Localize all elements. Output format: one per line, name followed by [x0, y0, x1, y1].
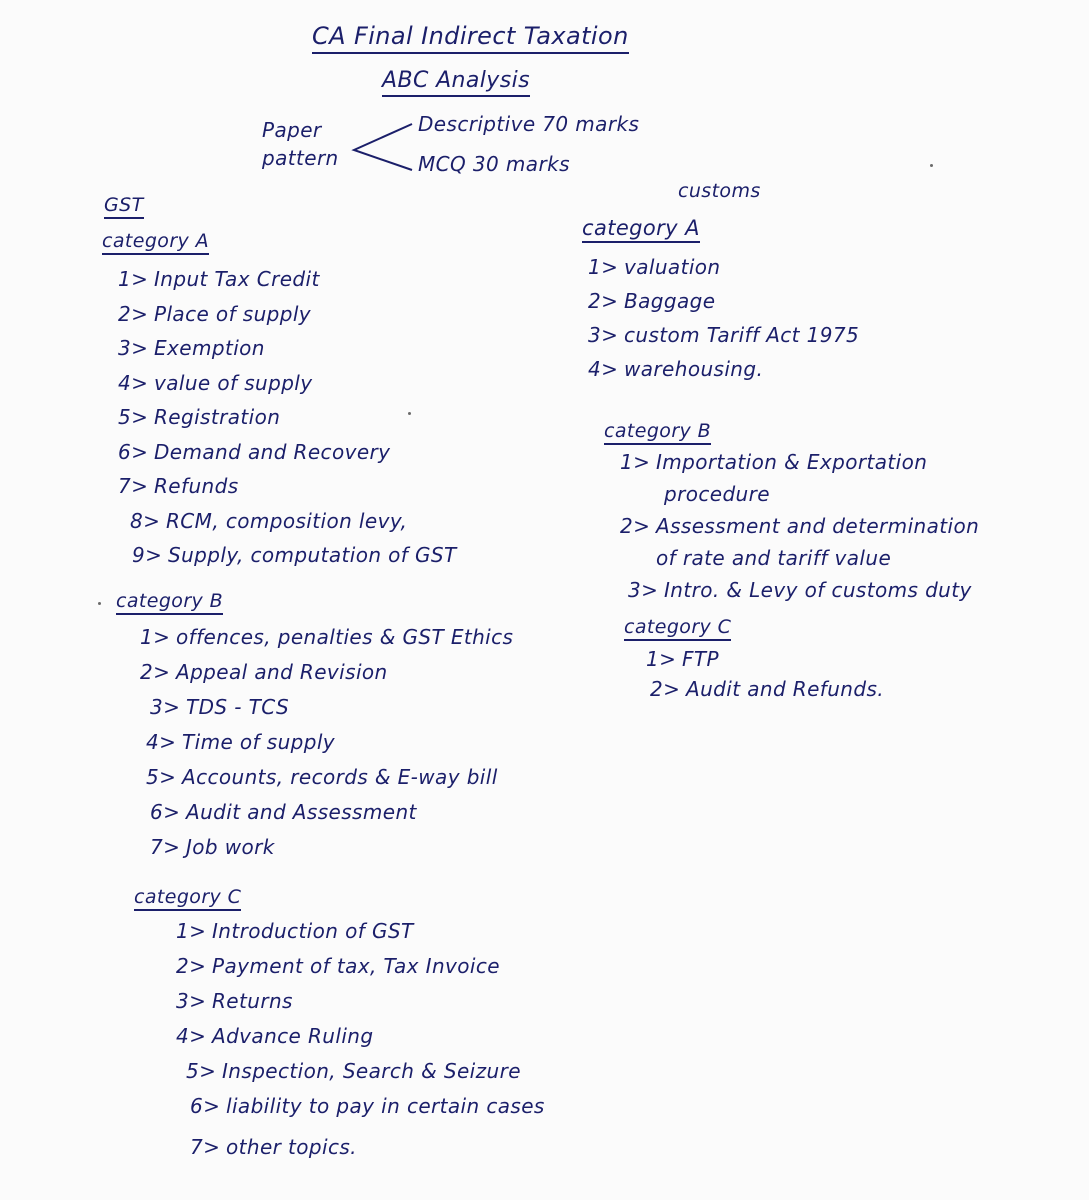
paper-speck — [930, 164, 933, 167]
item-number: 2> — [620, 514, 651, 538]
item-text: FTP — [682, 647, 719, 671]
item-text: Inspection, Search & Seizure — [222, 1059, 521, 1083]
customs-category-b-heading: category B — [604, 420, 711, 445]
item-number: 6> — [118, 439, 149, 464]
item-text: warehousing. — [624, 357, 764, 381]
item-text: Audit and Refunds. — [686, 677, 885, 701]
item-text: Input Tax Credit — [154, 267, 320, 291]
list-item — [176, 1130, 545, 1165]
paper-pattern-label — [262, 116, 339, 172]
item-number: 6> — [150, 800, 181, 824]
item-text: Introduction of GST — [212, 919, 414, 943]
item-text: liability to pay in certain cases — [226, 1094, 545, 1118]
item-text: Job work — [186, 835, 275, 859]
item-number: 5> — [146, 765, 177, 789]
item-text: Importation & Exportation — [656, 450, 928, 474]
item-text: Intro. & Levy of customs duty — [664, 578, 972, 602]
item-number: 3> — [628, 578, 659, 602]
item-text-continued: procedure — [664, 482, 770, 506]
item-number: 3> — [588, 323, 619, 347]
customs-heading: customs — [678, 180, 761, 202]
paper-speck — [98, 602, 101, 605]
item-number: 1> — [176, 919, 207, 943]
item-number: 7> — [118, 474, 149, 498]
gst-category-a-heading: category A — [102, 230, 209, 255]
item-number: 3> — [150, 695, 181, 719]
list-item — [588, 284, 859, 318]
customs-category-c-heading: category C — [624, 616, 731, 641]
list-item — [140, 655, 513, 690]
item-number: 4> — [146, 730, 177, 754]
item-number: 3> — [176, 989, 207, 1013]
customs-category-b-list — [620, 446, 979, 606]
list-item — [118, 504, 457, 539]
item-number: 7> — [150, 835, 181, 859]
item-number: 9> — [132, 543, 163, 567]
item-text: Audit and Assessment — [186, 800, 417, 824]
item-number: 1> — [118, 267, 149, 291]
item-text: Payment of tax, Tax Invoice — [212, 954, 500, 978]
item-text: Refunds — [154, 474, 239, 498]
item-text: Exemption — [154, 336, 265, 360]
gst-category-b-heading: category B — [116, 590, 223, 615]
list-item — [118, 538, 457, 573]
list-item — [620, 574, 979, 606]
item-number: 2> — [650, 677, 681, 701]
list-item — [620, 446, 979, 510]
item-text: custom Tariff Act 1975 — [624, 323, 860, 347]
item-number: 1> — [140, 625, 171, 649]
list-item — [588, 352, 859, 386]
paper-speck — [408, 412, 411, 415]
item-text: Place of supply — [154, 301, 312, 326]
item-text: Registration — [154, 405, 281, 429]
item-text: Baggage — [624, 289, 716, 313]
item-number: 5> — [118, 405, 149, 429]
customs-category-c-list — [646, 644, 884, 704]
gst-category-a-list — [118, 262, 457, 573]
list-item — [118, 297, 457, 332]
item-number: 2> — [118, 301, 149, 326]
item-text: offences, penalties & GST Ethics — [176, 625, 514, 649]
item-number: 4> — [588, 357, 619, 381]
list-item — [140, 760, 513, 795]
paper-pattern-label-line2: pattern — [262, 146, 339, 170]
paper-pattern-descriptive: Descriptive 70 marks — [418, 112, 640, 136]
item-text-continued: of rate and tariff value — [656, 546, 892, 570]
paper-pattern-mcq: MCQ 30 marks — [418, 152, 570, 176]
item-number: 2> — [588, 289, 619, 313]
item-number: 4> — [176, 1024, 207, 1048]
customs-category-a-list — [588, 250, 859, 386]
item-text: Time of supply — [182, 730, 336, 754]
item-number: 4> — [118, 370, 149, 395]
item-text: valuation — [624, 255, 721, 279]
list-item — [118, 400, 457, 435]
list-item — [176, 1054, 545, 1089]
item-number: 3> — [118, 336, 149, 360]
item-text: TDS - TCS — [186, 695, 290, 719]
page-subtitle: ABC Analysis — [382, 68, 530, 97]
list-item — [140, 725, 513, 760]
item-text: Advance Ruling — [212, 1024, 374, 1048]
item-text: RCM, composition levy, — [166, 508, 408, 533]
item-number: 1> — [588, 255, 619, 279]
list-item — [646, 674, 884, 704]
gst-category-c-list — [176, 914, 545, 1165]
item-text: Appeal and Revision — [176, 660, 388, 684]
list-item — [118, 331, 457, 366]
list-item — [118, 262, 457, 297]
item-text: Accounts, records & E-way bill — [182, 765, 498, 789]
list-item — [140, 690, 513, 725]
customs-category-a-heading: category A — [582, 216, 700, 243]
list-item — [176, 984, 545, 1019]
item-text: Supply, computation of GST — [168, 543, 457, 567]
list-item — [620, 510, 979, 574]
item-number: 2> — [176, 954, 207, 978]
item-number: 5> — [186, 1059, 217, 1083]
list-item — [176, 1019, 545, 1054]
list-item — [646, 644, 884, 674]
list-item — [176, 1089, 545, 1124]
item-number: 6> — [190, 1094, 221, 1118]
item-number: 1> — [646, 647, 677, 671]
item-text: Assessment and determination — [656, 514, 980, 538]
item-number: 7> — [190, 1135, 221, 1159]
gst-heading: GST — [104, 194, 144, 219]
item-number: 1> — [620, 450, 651, 474]
gst-category-b-list — [140, 620, 513, 865]
list-item — [176, 949, 545, 984]
item-text: Demand and Recovery — [154, 439, 391, 464]
paper-pattern-label-line1: Paper — [262, 118, 322, 142]
list-item — [176, 914, 545, 949]
item-number: 2> — [140, 660, 171, 684]
page-title: CA Final Indirect Taxation — [312, 22, 629, 54]
list-item — [588, 250, 859, 284]
item-text: other topics. — [226, 1135, 357, 1159]
list-item — [140, 795, 513, 830]
list-item — [118, 469, 457, 504]
item-text: value of supply — [154, 370, 313, 395]
item-number: 8> — [130, 508, 161, 533]
list-item — [588, 318, 859, 352]
paper-pattern-bracket — [350, 118, 414, 178]
list-item — [140, 830, 513, 865]
gst-category-c-heading: category C — [134, 886, 241, 911]
item-text: Returns — [212, 989, 293, 1013]
list-item — [118, 366, 457, 401]
list-item — [140, 620, 513, 655]
list-item — [118, 435, 457, 470]
